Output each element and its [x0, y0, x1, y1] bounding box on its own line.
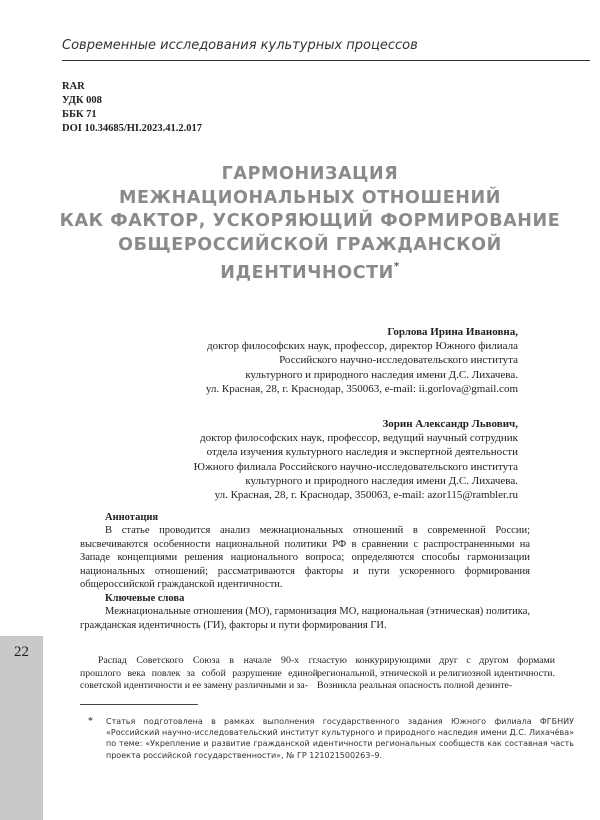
journal-title: Современные исследования культурных процессов: [62, 38, 418, 53]
title-line-text: ИДЕНТИЧНОСТИ: [220, 262, 394, 283]
rar-code: RAR: [62, 81, 85, 92]
title-line: ГАРМОНИЗАЦИЯ: [221, 164, 399, 184]
title-footnote-mark[interactable]: *: [393, 261, 400, 272]
title-line: ОБЩЕРОССИЙСКОЙ ГРАЖДАНСКОЙ: [118, 234, 502, 255]
page-number: 22: [14, 644, 29, 660]
abstract-heading: Аннотация: [105, 512, 159, 523]
author-block-1: [98, 325, 518, 396]
article-meta: [62, 80, 202, 136]
author-affiliation: Российского научно-исследовательского института: [279, 354, 518, 367]
footnote-text: Статья подготовлена в рамках выполнения государственного задания Южного филиала ФГБНИУ «Российский научно-исследовательский институт культурного и природного наследия имени Д.С. Лихачёва» по теме: «Укрепление и развитие гражданской идентичности региональных сообществ как составная часть проекта российской государственности», № ГР 121021500263–9.: [106, 717, 574, 760]
header-rule: [62, 60, 590, 61]
page-number-tab: [0, 636, 43, 820]
author-address[interactable]: ул. Красная, 28, г. Краснодар, 350063, e-mail: azor115@rambler.ru: [214, 489, 518, 502]
author-block-2: [98, 417, 518, 502]
footnote-mark: *: [88, 716, 93, 727]
body-column-right: частую конкурирующими друг с другом формами региональной, этнической и религиозной идентичности. Возникла реальная опасность полной дезинте-: [317, 655, 555, 691]
author-affiliation: культурного и природного наследия имени Д.С. Лихачева.: [245, 368, 518, 381]
udk-code: УДК 008: [62, 95, 102, 106]
author-affiliation: доктор философских наук, профессор, ведущий научный сотрудник: [199, 432, 518, 445]
author-affiliation: доктор философских наук, профессор, директор Южного филиала: [207, 340, 518, 353]
abstract-text: В статье проводится анализ межнациональных отношений в современной России; высвечиваются особенности национальной политики РФ в сравнении с распространенными на Западе концепциями решения национального вопроса; определяются способы гармонизации национальных отношений; рассматриваются факторы и пути ускоренного формирования общероссийской гражданской идентичности.: [80, 525, 530, 590]
bbk-code: ББК 71: [62, 109, 97, 120]
keywords-heading: Ключевые слова: [105, 593, 185, 604]
article-title: [40, 163, 580, 285]
author-affiliation: Южного филиала Российского научно-исследовательского института: [193, 460, 518, 473]
title-line: [40, 257, 580, 285]
title-line: КАК ФАКТОР, УСКОРЯЮЩИЙ ФОРМИРОВАНИЕ: [59, 211, 561, 231]
author-name: Горлова Ирина Ивановна,: [387, 326, 518, 338]
body-column-left: Распад Советского Союза в начале 90-х гг. прошлого века повлек за собой разрушение единой советской идентичности и ее замену различными и за-: [80, 655, 318, 691]
author-address[interactable]: ул. Красная, 28, г. Краснодар, 350063, e-mail: ii.gorlova@gmail.com: [205, 382, 518, 395]
doi-link[interactable]: DOI 10.34685/HI.2023.41.2.017: [62, 123, 203, 134]
author-affiliation: отдела изучения культурного наследия и экспертной деятельности: [206, 446, 518, 459]
footnote-rule: [80, 704, 198, 705]
author-affiliation: культурного и природного наследия имени Д.С. Лихачева.: [245, 474, 518, 487]
keywords-text: Межнациональные отношения (МО), гармонизация МО, национальная (этническая) политика, гражданская идентичность (ГИ), факторы и пути формирования ГИ.: [80, 606, 530, 631]
author-name: Зорин Александр Львович,: [382, 418, 518, 430]
title-line: МЕЖНАЦИОНАЛЬНЫХ ОТНОШЕНИЙ: [118, 187, 501, 208]
